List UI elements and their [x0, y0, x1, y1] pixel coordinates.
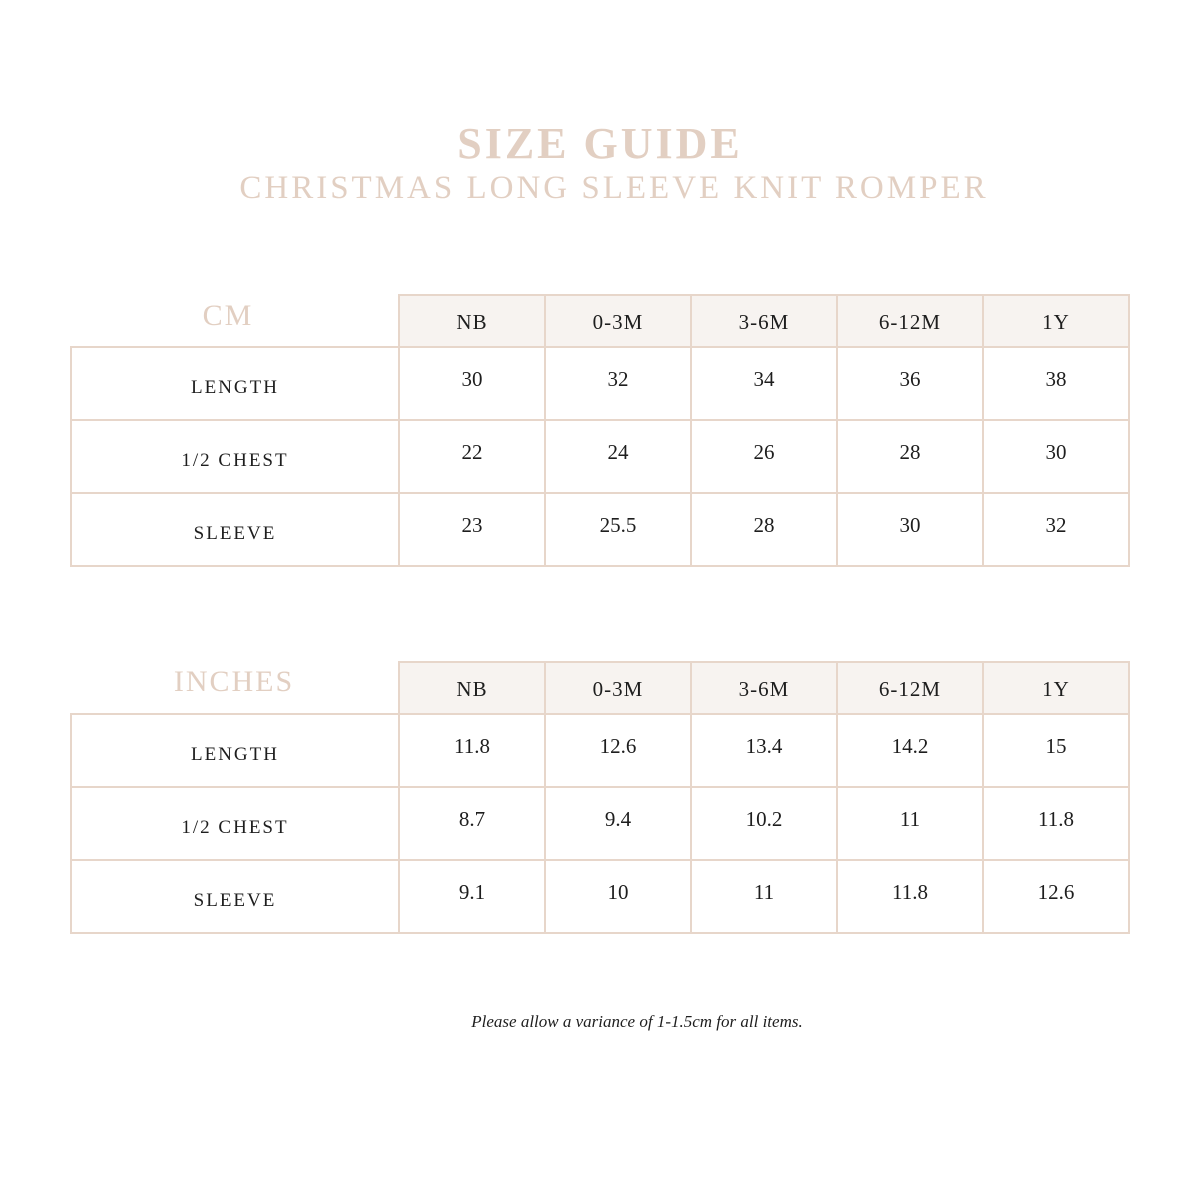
- table-cell: 10.2: [690, 786, 838, 861]
- unit-label: CM: [202, 299, 254, 332]
- table-cell: 25.5: [544, 492, 692, 567]
- table-cell: 36: [836, 346, 984, 421]
- table-cell: 22: [398, 419, 546, 494]
- row-label: SLEEVE: [70, 492, 400, 567]
- table-cell: 30: [836, 492, 984, 567]
- column-header: 1Y: [982, 661, 1130, 715]
- table-cell: 24: [544, 419, 692, 494]
- column-header: 0-3M: [544, 661, 692, 715]
- column-header: 6-12M: [836, 661, 984, 715]
- column-header: 0-3M: [544, 294, 692, 348]
- page-title: SIZE GUIDE: [457, 119, 743, 168]
- table-cell: 11: [836, 786, 984, 861]
- table-cell: 11.8: [398, 713, 546, 788]
- row-label: SLEEVE: [70, 859, 400, 934]
- table-cell: 28: [836, 419, 984, 494]
- row-label: LENGTH: [70, 713, 400, 788]
- column-header: 6-12M: [836, 294, 984, 348]
- table-cell: 12.6: [982, 859, 1130, 934]
- column-header: 3-6M: [690, 294, 838, 348]
- table-cell: 10: [544, 859, 692, 934]
- table-cell: 8.7: [398, 786, 546, 861]
- table-cell: 15: [982, 713, 1130, 788]
- table-cell: 34: [690, 346, 838, 421]
- table-cell: 32: [982, 492, 1130, 567]
- table-cell: 32: [544, 346, 692, 421]
- table-cell: 28: [690, 492, 838, 567]
- table-cell: 38: [982, 346, 1130, 421]
- column-header: 3-6M: [690, 661, 838, 715]
- table-cell: 23: [398, 492, 546, 567]
- row-label: LENGTH: [70, 346, 400, 421]
- table-cell: 30: [398, 346, 546, 421]
- table-cell: 11.8: [982, 786, 1130, 861]
- table-cell: 30: [982, 419, 1130, 494]
- row-label: 1/2 CHEST: [70, 419, 400, 494]
- page-subtitle: CHRISTMAS LONG SLEEVE KNIT ROMPER: [239, 170, 989, 206]
- column-header: NB: [398, 661, 546, 715]
- column-header: 1Y: [982, 294, 1130, 348]
- table-cell: 11.8: [836, 859, 984, 934]
- table-cell: 11: [690, 859, 838, 934]
- unit-label: INCHES: [173, 665, 295, 698]
- table-cell: 9.1: [398, 859, 546, 934]
- column-header: NB: [398, 294, 546, 348]
- table-cell: 14.2: [836, 713, 984, 788]
- table-cell: 9.4: [544, 786, 692, 861]
- variance-note: Please allow a variance of 1-1.5cm for all items.: [471, 1012, 803, 1031]
- table-cell: 13.4: [690, 713, 838, 788]
- row-label: 1/2 CHEST: [70, 786, 400, 861]
- table-cell: 26: [690, 419, 838, 494]
- table-cell: 12.6: [544, 713, 692, 788]
